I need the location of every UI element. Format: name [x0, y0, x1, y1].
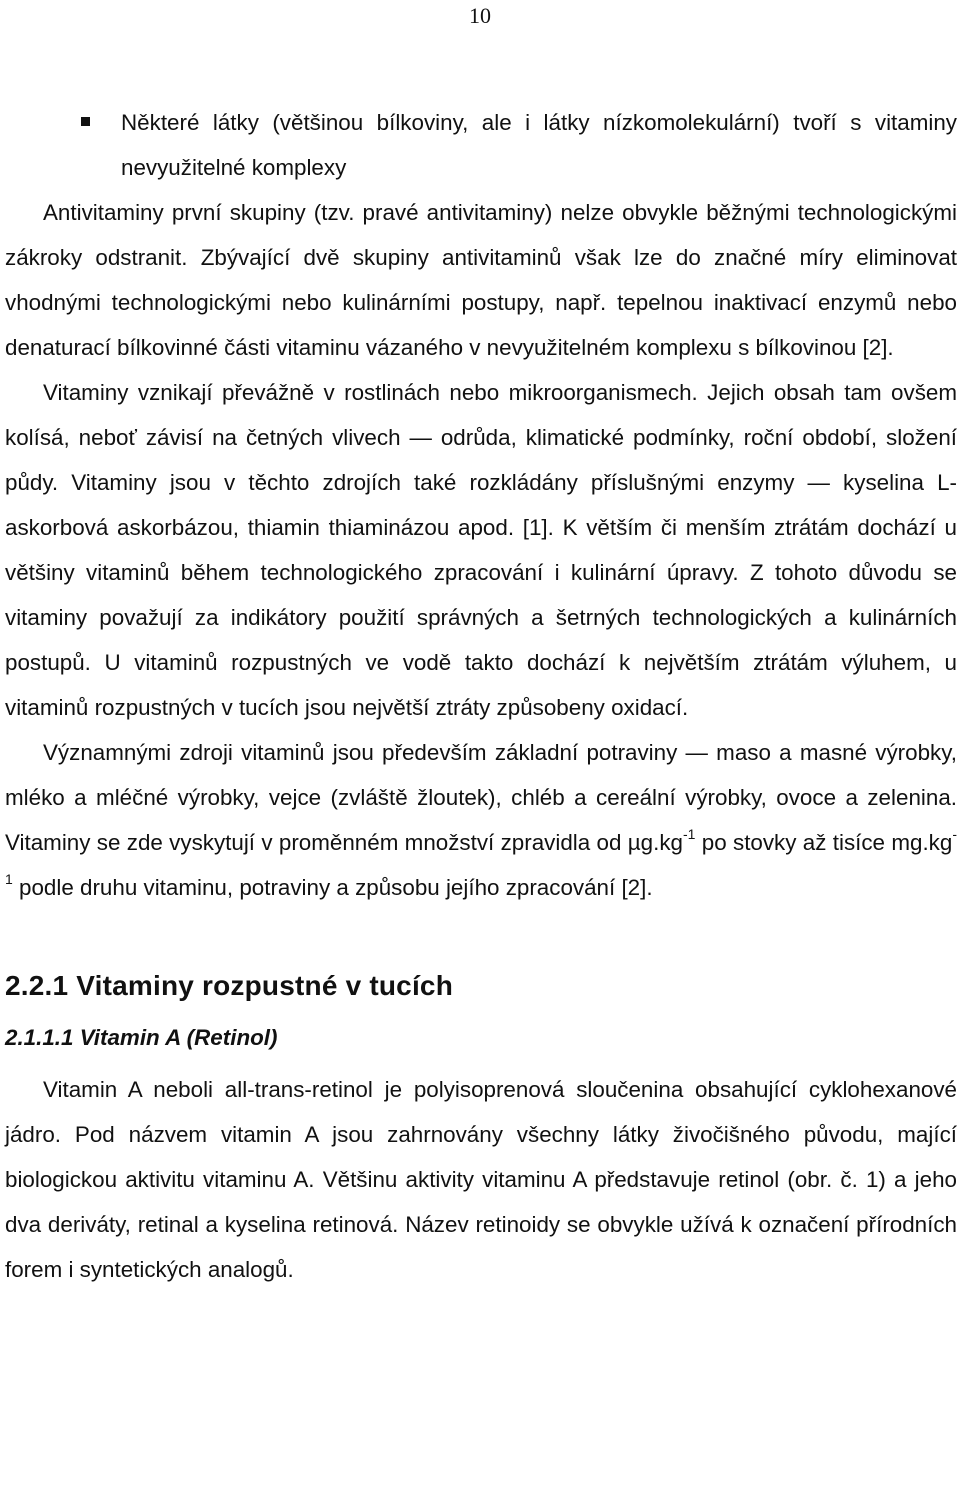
document-body: [5, 100, 957, 1292]
text-run: podle druhu vitaminu, potraviny a způsobu jejího zpracování [2].: [12, 875, 653, 900]
paragraph-vitamin-foods: [5, 730, 957, 910]
subsection-heading: 2.1.1.1 Vitamin A (Retinol): [5, 1025, 278, 1050]
square-bullet-icon: [81, 117, 90, 126]
text-run: Významnými zdroji vitaminů jsou především základní potraviny — maso a masné výrobky, mléko a mléčné výrobky, vejce (zvláště žloutek), chléb a cereální výrobky, ovoce a zelenina. Vitaminy se zde vyskytují v proměnném množství zpravidla od µg.kg: [5, 740, 957, 855]
bullet-item: [5, 100, 957, 190]
paragraph-vitamin-sources: Vitaminy vznikají převážně v rostlinách nebo mikroorganismech. Jejich obsah tam ovšem kolísá, neboť závisí na četných vlivech — odrůda, klimatické podmínky, roční období, složení půdy. Vitaminy jsou v těchto zdrojích také rozkládány příslušnými enzymy — kyselina L-askorbová askorbázou, thiamin thiaminázou apod. [1]. K větším či menším ztrátám dochází u většiny vitaminů během technologického zpracování i kulinární úpravy. Z tohoto důvodu se vitaminy považují za indikátory použití správných a šetrných technologických a kulinárních postupů. U vitaminů rozpustných ve vodě takto dochází k největším ztrátám výluhem, u vitaminů rozpustných v tucích jsou největší ztráty způsobeny oxidací.: [5, 380, 957, 720]
superscript: -1: [5, 826, 957, 887]
page-number: 10: [469, 3, 491, 28]
paragraph-vitamin-a: Vitamin A neboli all-trans-retinol je polyisoprenová sloučenina obsahující cyklohexanové jádro. Pod názvem vitamin A jsou zahrnovány všechny látky živočišného původu, mající biologickou aktivitu vitaminu A. Většinu aktivity vitaminu A představuje retinol (obr. č. 1) a jeho dva deriváty, retinal a kyselina retinová. Název retinoidy se obvykle užívá k označení přírodních forem i syntetických analogů.: [5, 1077, 957, 1282]
superscript: -1: [682, 826, 696, 842]
section-heading: 2.2.1 Vitaminy rozpustné v tucích: [5, 970, 453, 1001]
text-run: po stovky až tisíce mg.kg: [695, 830, 953, 855]
bullet-text: Některé látky (většinou bílkoviny, ale i látky nízkomolekulární) tvoří s vitaminy nevyužitelné komplexy: [121, 110, 957, 180]
paragraph-antivitamins: Antivitaminy první skupiny (tzv. pravé antivitaminy) nelze obvykle běžnými technologickými zákroky odstranit. Zbývající dvě skupiny antivitaminů však lze do značné míry eliminovat vhodnými technologickými nebo kulinárními postupy, např. tepelnou inaktivací enzymů nebo denaturací bílkovinné části vitaminu vázaného v nevyužitelném komplexu s bílkovinou [2].: [5, 200, 957, 360]
